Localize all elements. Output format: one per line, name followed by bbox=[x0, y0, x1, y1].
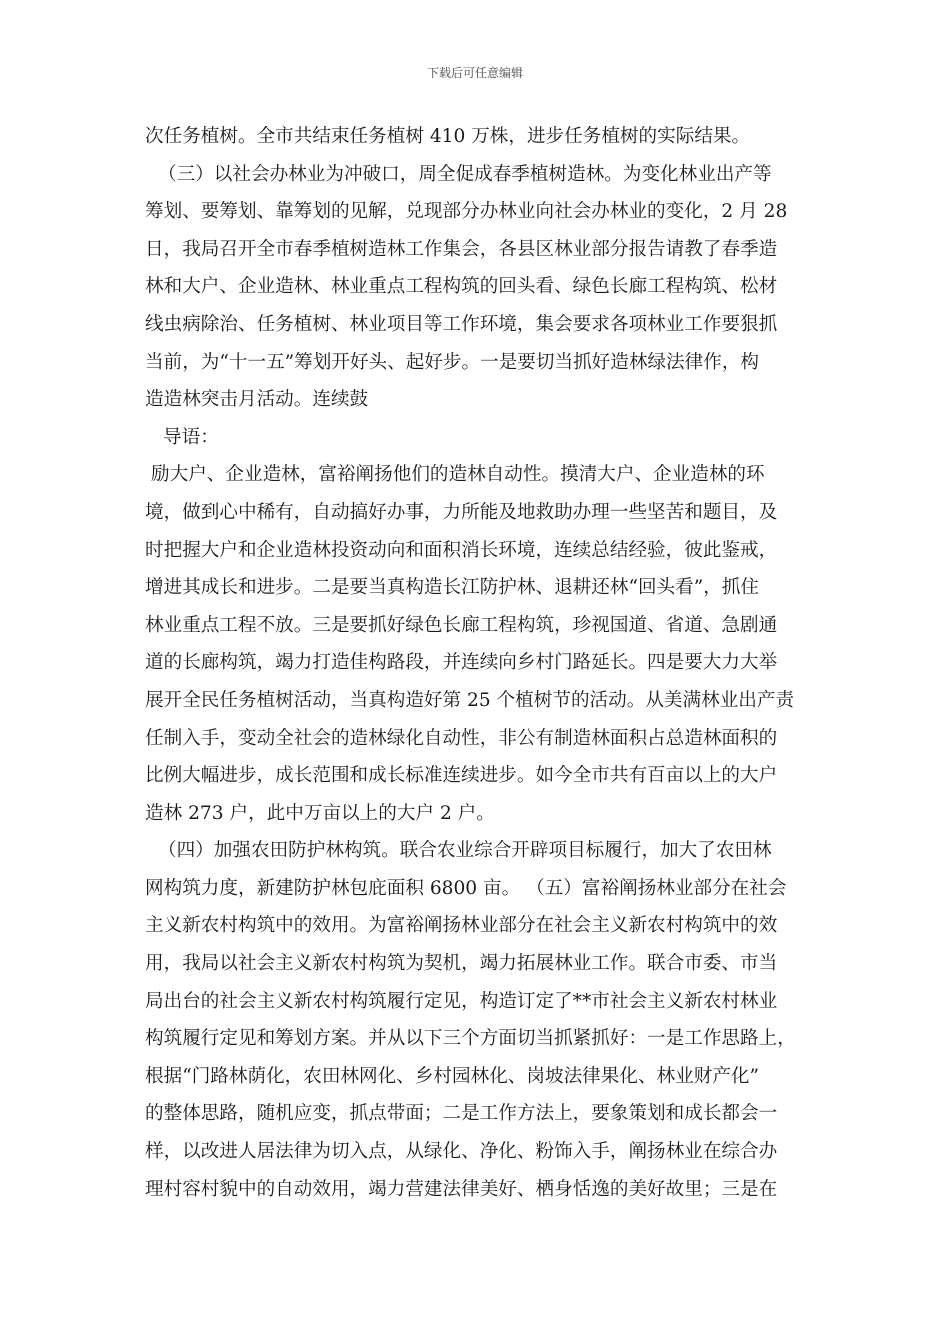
text-line: 当前，为“十一五”筹划开好头、起好步。一是要切当抓好造林绿法律作，构 bbox=[145, 351, 760, 373]
text-line: 次任务植树。全市共结束任务植树 410 万株，进步任务植树的实际结果。 bbox=[145, 126, 751, 147]
text-line: 的整体思路，随机应变，抓点带面；二是工作方法上，要象策划和成长都会一 bbox=[145, 1103, 778, 1125]
text-line: 展开全民任务植树活动，当真构造好第 25 个植树节的活动。从美满林业出产责 bbox=[145, 689, 795, 711]
text-line: 比例大幅进步，成长范围和成长标准连续进步。如今全市共有百亩以上的大户 bbox=[145, 765, 778, 787]
document-body bbox=[145, 118, 809, 1208]
text-line: 增进其成长和进步。二是要当真构造长江防护林、退耕还林“回头看”，抓住 bbox=[145, 577, 760, 599]
text-line: 造造林突击月活动。连续鼓 bbox=[145, 389, 369, 411]
page-header: 下载后可任意编辑 bbox=[426, 66, 523, 80]
text-line: 构筑履行定见和筹划方案。并从以下三个方面切当抓紧抓好：一是工作思路上， bbox=[145, 1028, 796, 1050]
text-line: 根据“门路林荫化，农田林网化、乡村园林化、岗坡法律果化、林业财产化” bbox=[145, 1065, 760, 1087]
text-line: 励大户、企业造林，富裕阐扬他们的造林自动性。摸清大户、企业造林的环 bbox=[151, 464, 765, 486]
text-line: 用，我局以社会主义新农村构筑为契机，竭力拓展林业工作。联合市委、市当 bbox=[145, 953, 778, 975]
text-line: 局出台的社会主义新农村构筑履行定见，构造订定了**市社会主义新农村林业 bbox=[145, 990, 778, 1012]
text-line: 日，我局召开全市春季植树造林工作集会，各县区林业部分报告请教了春季造 bbox=[145, 238, 778, 260]
text-line: 线虫病除治、任务植树、林业项目等工作环境，集会要求各项林业工作要狠抓 bbox=[145, 313, 778, 335]
text-line: 道的长廊构筑，竭力打造佳构路段，并连续向乡村门路延长。四是要大力大举 bbox=[145, 652, 778, 674]
text-line: 理村容村貌中的自动效用，竭力营建法律美好、栖身恬逸的美好故里；三是在 bbox=[145, 1178, 778, 1200]
text-line: 林业重点工程不放。三是要抓好绿色长廊工程构筑，珍视国道、省道、急剧通 bbox=[145, 614, 778, 636]
text-line: 境，做到心中稀有，自动搞好办事，力所能及地救助办理一些坚苦和题目，及 bbox=[145, 501, 778, 523]
text-line: 任制入手，变动全社会的造林绿化自动性，非公有制造林面积占总造林面积的 bbox=[145, 727, 778, 749]
text-line: 时把握大户和企业造林投资动向和面积消长环境，连续总结经验，彼此鉴戒， bbox=[145, 539, 778, 561]
text-line: （三）以社会办林业为冲破口，周全促成春季植树造林。为变化林业出产等 bbox=[158, 163, 772, 185]
text-line: （四）加强农田防护林构筑。联合农业综合开辟项目标履行，加大了农田林 bbox=[158, 840, 772, 862]
text-line: 造林 273 户，此中万亩以上的大户 2 户。 bbox=[145, 802, 495, 824]
text-line: 导语： bbox=[163, 426, 219, 448]
text-line: 样，以改进人居法律为切入点，从绿化、净化、粉饰入手，阐扬林业在综合办 bbox=[145, 1141, 778, 1163]
text-line: 网构筑力度，新建防护林包庇面积 6800 亩。 （五）富裕阐扬林业部分在社会 bbox=[145, 877, 787, 899]
text-line: 主义新农村构筑中的效用。为富裕阐扬林业部分在社会主义新农村构筑中的效 bbox=[145, 915, 778, 937]
text-line: 林和大户、企业造林、林业重点工程构筑的回头看、绿色长廊工程构筑、松材 bbox=[145, 276, 778, 298]
text-line: 筹划、要筹划、靠筹划的见解，兑现部分办林业向社会办林业的变化，2 月 28 bbox=[145, 201, 788, 223]
